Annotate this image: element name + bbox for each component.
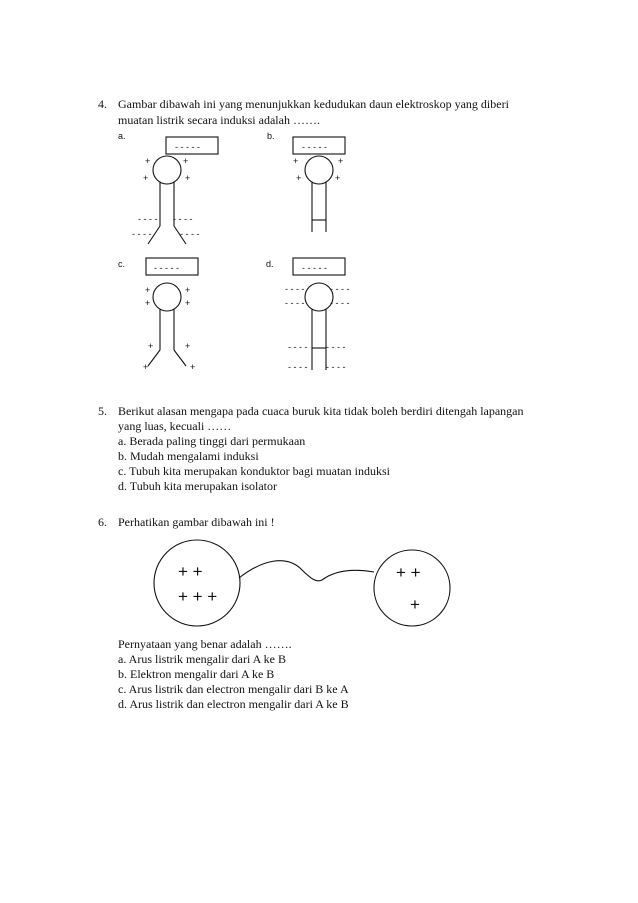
plus-sign: +	[145, 298, 151, 308]
q5-option-d: d. Tubuh kita merupakan isolator	[118, 479, 277, 493]
plus-sign: +	[143, 362, 149, 372]
q5-option-c: c. Tubuh kita merupakan konduktor bagi muatan induksi	[118, 464, 390, 478]
sphere-b-charges-row1: + +	[396, 563, 421, 582]
leaf-c-left	[148, 350, 160, 366]
plus-sign: +	[185, 298, 191, 308]
minus-row: - - - -	[285, 284, 305, 294]
q5-option-a: a. Berada paling tinggi dari permukaan	[118, 434, 306, 448]
minus-row: - - - -	[288, 342, 308, 352]
knob-b	[305, 156, 333, 184]
electroscope-a	[148, 137, 218, 244]
sphere-a	[154, 540, 240, 626]
plus-sign: +	[293, 156, 299, 166]
q4-number: 4.	[98, 97, 107, 111]
minus-row: - - - -	[326, 342, 346, 352]
minus-row: - - - -	[138, 214, 158, 224]
q4-label-c: c.	[118, 259, 126, 269]
q4-question-line1: Gambar dibawah ini yang menunjukkan kedudukan daun elektroskop yang diberi	[118, 97, 509, 111]
q6-statement: Pernyataan yang benar adalah …….	[118, 637, 292, 651]
q6-option-d: d. Arus listrik dan electron mengalir dari A ke B	[118, 697, 349, 711]
leaf-c-right	[174, 350, 186, 366]
knob-a	[153, 156, 181, 184]
sphere-a-charges-row2: + + +	[178, 587, 218, 606]
q4-label-b: b.	[267, 131, 275, 141]
q6-option-a: a. Arus listrik mengalir dari A ke B	[118, 652, 286, 666]
plus-sign: +	[185, 285, 191, 295]
minus-row: - - - -	[180, 229, 200, 239]
plus-sign: +	[185, 341, 191, 351]
q4-label-a: a.	[118, 131, 126, 141]
connecting-wire	[239, 561, 374, 581]
minus-row: - - - -	[285, 298, 305, 308]
rod-charge-b: - - - - -	[302, 142, 327, 152]
minus-row: - - - -	[330, 284, 350, 294]
q5-question-line1: Berikut alasan mengapa pada cuaca buruk kita tidak boleh berdiri ditengah lapangan	[118, 404, 524, 418]
plus-sign: +	[148, 341, 154, 351]
plus-sign: +	[145, 285, 151, 295]
plus-sign: +	[338, 156, 344, 166]
sphere-b-charges-row2: +	[410, 595, 420, 614]
rod-charge-c: - - - - -	[154, 263, 179, 273]
minus-row: - - - -	[326, 362, 346, 372]
electroscope-d	[293, 258, 345, 370]
q5-option-b: b. Mudah mengalami induksi	[118, 449, 259, 463]
minus-row: - - - -	[330, 298, 350, 308]
minus-row: - - - -	[132, 229, 152, 239]
plus-sign: +	[143, 173, 149, 183]
plus-sign: +	[183, 156, 189, 166]
knob-d	[305, 283, 333, 311]
sphere-a-charges-row1: + +	[178, 562, 203, 581]
plus-sign: +	[190, 362, 196, 372]
minus-row: - - - -	[288, 362, 308, 372]
q5-question-line2: yang luas, kecuali ……	[118, 419, 232, 433]
knob-c	[153, 283, 181, 311]
rod-charge-d: - - - - -	[302, 263, 327, 273]
minus-row: - - - -	[173, 214, 193, 224]
q5-number: 5.	[98, 404, 107, 418]
plus-sign: +	[296, 173, 302, 183]
plus-sign: +	[145, 156, 151, 166]
q6-option-c: c. Arus listrik dan electron mengalir dari B ke A	[118, 682, 349, 696]
plus-sign: +	[335, 173, 341, 183]
plus-sign: +	[185, 173, 191, 183]
rod-charge-a: - - - - -	[175, 142, 200, 152]
sphere-b	[374, 550, 450, 626]
q4-question-line2: muatan listrik secara induksi adalah …….	[118, 113, 320, 127]
q6-option-b: b. Elektron mengalir dari A ke B	[118, 667, 275, 681]
q6-number: 6.	[98, 515, 107, 529]
q4-label-d: d.	[266, 259, 274, 269]
q6-prompt: Perhatikan gambar dibawah ini !	[118, 515, 275, 529]
